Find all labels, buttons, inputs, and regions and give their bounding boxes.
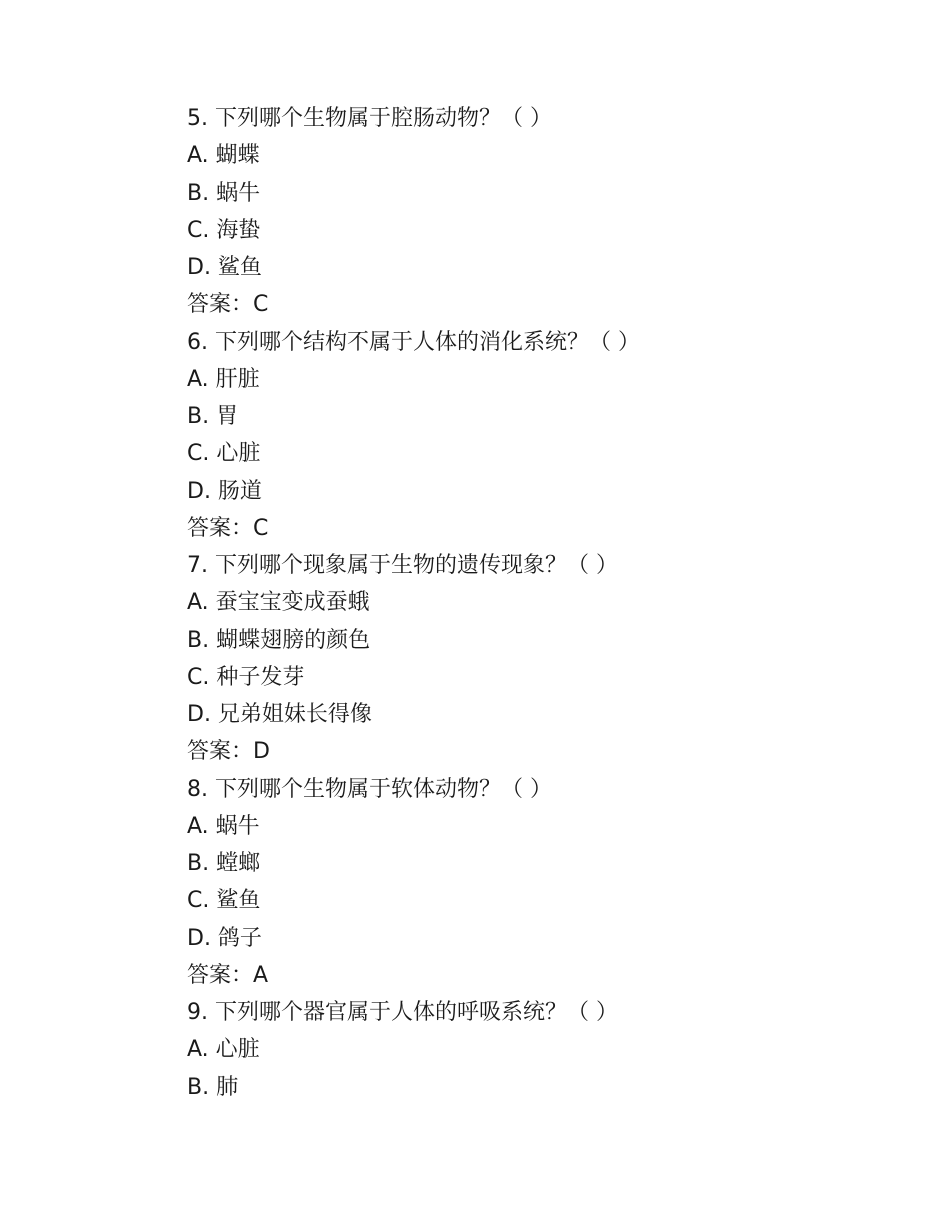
question-8-option-b: B. 螳螂	[187, 851, 261, 876]
question-7-option-a: A. 蚕宝宝变成蚕蛾	[187, 590, 370, 616]
question-7-option-c: C. 种子发芽	[187, 664, 305, 690]
question-5-option-a: A. 蝴蝶	[187, 143, 260, 169]
question-6-option-b: B. 胃	[187, 404, 239, 429]
question-8-option-d: D. 鸽子	[187, 925, 262, 951]
question-5-answer: 答案：C	[187, 292, 269, 318]
document-page	[187, 100, 887, 1106]
question-6-option-a: A. 肝脏	[187, 366, 260, 392]
question-8-option-c: C. 鲨鱼	[187, 888, 261, 914]
question-9-option-a: A. 心脏	[187, 1037, 260, 1063]
question-8-text: 8. 下列哪个生物属于软体动物？（ ）	[187, 776, 552, 802]
question-6-answer: 答案：C	[187, 515, 269, 541]
question-6-option-c: C. 心脏	[187, 441, 261, 467]
question-5-option-b: B. 蜗牛	[187, 180, 261, 206]
question-6-option-d: D. 肠道	[187, 478, 262, 504]
question-7-text: 7. 下列哪个现象属于生物的遗传现象？（ ）	[187, 553, 618, 578]
question-7-option-d: D. 兄弟姐妹长得像	[187, 702, 372, 727]
question-5-text: 5. 下列哪个生物属于腔肠动物？（ ）	[187, 106, 552, 131]
question-7-option-b: B. 蝴蝶翅膀的颜色	[187, 627, 371, 653]
question-7-answer: 答案：D	[187, 739, 270, 765]
question-8-answer: 答案：A	[187, 962, 269, 988]
question-6-text: 6. 下列哪个结构不属于人体的消化系统？（ ）	[187, 329, 640, 355]
question-9-option-b: B. 肺	[187, 1074, 239, 1100]
question-8-option-a: A. 蜗牛	[187, 813, 260, 839]
question-5-option-c: C. 海蛰	[187, 217, 261, 243]
question-5-option-d: D. 鲨鱼	[187, 255, 262, 280]
question-9-text: 9. 下列哪个器官属于人体的呼吸系统？（ ）	[187, 1000, 618, 1025]
